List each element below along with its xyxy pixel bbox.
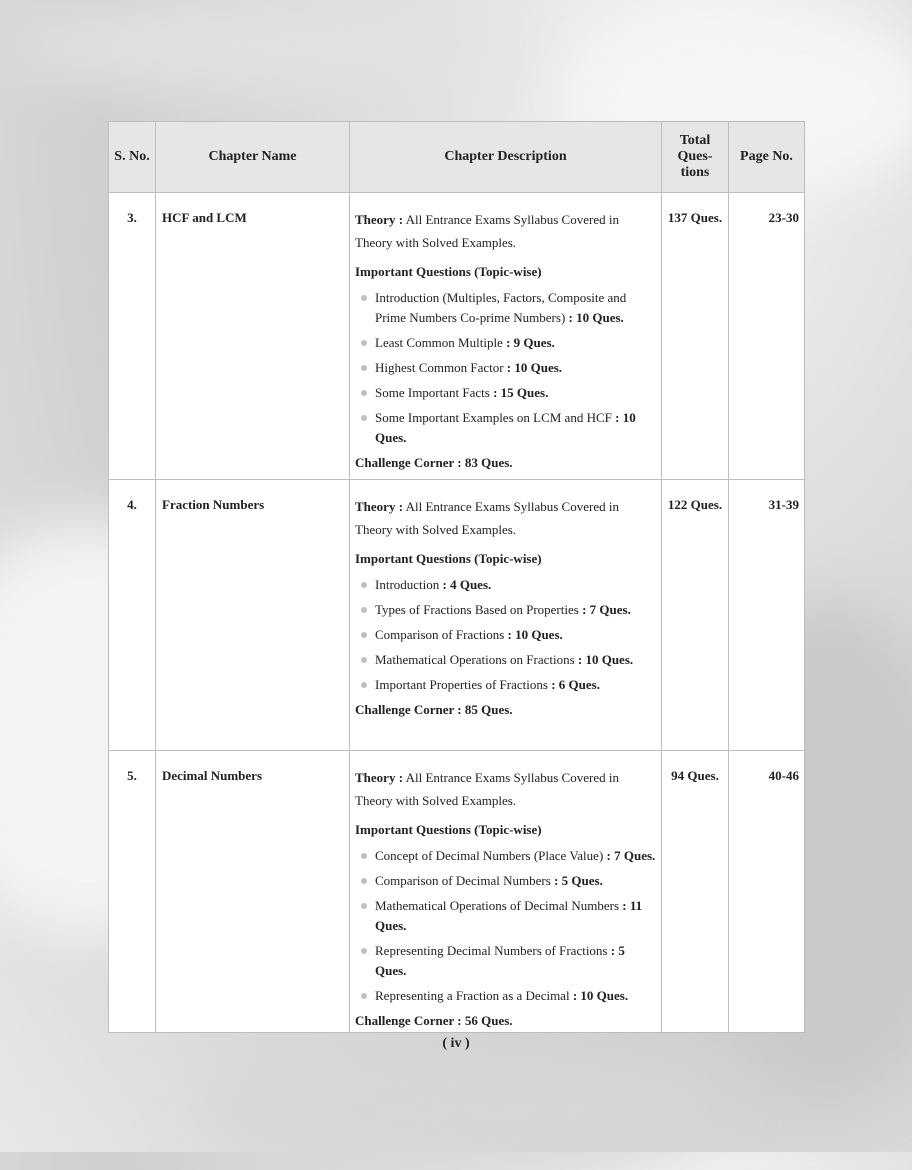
topic-item xyxy=(355,986,657,1006)
topic-count: : 10 Ques. xyxy=(577,652,634,667)
table-header-row xyxy=(109,122,805,193)
topic-text: Types of Fractions Based on Properties xyxy=(375,602,579,617)
topic-text: Comparison of Decimal Numbers xyxy=(375,873,551,888)
table-row xyxy=(109,480,805,751)
header-page-no: Page No. xyxy=(729,122,805,193)
theory-text: All Entrance Exams Syllabus Covered in Theory with Solved Examples. xyxy=(355,212,619,250)
header-sno: S. No. xyxy=(109,122,156,193)
table-row xyxy=(109,751,805,1033)
bullet-icon xyxy=(361,365,367,371)
background-shade xyxy=(200,1050,720,1170)
chapter-description xyxy=(350,751,662,1033)
topic-count: : 10 Ques. xyxy=(568,310,624,325)
chapter-name: Fraction Numbers xyxy=(156,480,350,751)
topic-count: : 7 Ques. xyxy=(606,848,656,863)
topic-item xyxy=(355,333,657,353)
page-range: 40-46 xyxy=(729,751,805,1033)
topic-count: : 4 Ques. xyxy=(442,577,492,592)
bullet-icon xyxy=(361,682,367,688)
bullet-icon xyxy=(361,390,367,396)
challenge-corner: Challenge Corner : 85 Ques. xyxy=(355,702,513,717)
header-total-questions: Total Ques-tions xyxy=(662,122,729,193)
page-number: ( iv ) xyxy=(442,1036,470,1051)
topic-text: Some Important Examples on LCM and HCF xyxy=(375,410,612,425)
topic-count: : 10 Ques. xyxy=(572,988,629,1003)
bullet-icon xyxy=(361,878,367,884)
topic-list xyxy=(355,846,657,1006)
challenge-corner: Challenge Corner : 56 Ques. xyxy=(355,1013,513,1028)
topic-item xyxy=(355,288,657,328)
topic-text: Mathematical Operations of Decimal Numbers xyxy=(375,898,620,913)
topic-count: : 15 Ques. xyxy=(493,385,549,400)
total-questions: 94 Ques. xyxy=(662,751,729,1033)
topic-item xyxy=(355,383,657,403)
topic-count: : 5 Ques. xyxy=(375,943,625,978)
topic-count: : 6 Ques. xyxy=(551,677,600,692)
topic-item xyxy=(355,941,657,981)
important-questions-label: Important Questions (Topic-wise) xyxy=(355,822,542,837)
background-shade xyxy=(0,0,500,90)
theory-line xyxy=(355,208,657,254)
topic-item xyxy=(355,575,657,595)
theory-label: Theory : xyxy=(355,499,404,514)
chapter-description xyxy=(350,193,662,480)
topic-list xyxy=(355,288,657,448)
theory-label: Theory : xyxy=(355,212,404,227)
bullet-icon xyxy=(361,657,367,663)
theory-text: All Entrance Exams Syllabus Covered in Theory with Solved Examples. xyxy=(355,770,619,808)
topic-item xyxy=(355,896,657,936)
topic-count: : 5 Ques. xyxy=(554,873,603,888)
chapter-name: Decimal Numbers xyxy=(156,751,350,1033)
serial-number: 3. xyxy=(109,193,156,480)
topic-count: : 9 Ques. xyxy=(506,335,555,350)
header-chapter-description: Chapter Description xyxy=(350,122,662,193)
topic-text: Highest Common Factor xyxy=(375,360,504,375)
topic-text: Least Common Multiple xyxy=(375,335,503,350)
topic-text: Some Important Facts xyxy=(375,385,490,400)
table-row xyxy=(109,193,805,480)
topic-count: : 10 Ques. xyxy=(506,360,563,375)
theory-text: All Entrance Exams Syllabus Covered in Theory with Solved Examples. xyxy=(355,499,619,537)
topic-count: : 10 Ques. xyxy=(507,627,563,642)
topic-text: Introduction xyxy=(375,577,440,592)
header-chapter-name: Chapter Name xyxy=(156,122,350,193)
topic-text: Important Properties of Fractions xyxy=(375,677,548,692)
contents-table xyxy=(108,121,805,1033)
chapter-description xyxy=(350,480,662,751)
topic-count: : 11 Ques. xyxy=(375,898,643,933)
topic-text: Representing a Fraction as a Decimal xyxy=(375,988,570,1003)
bullet-icon xyxy=(361,415,367,421)
topic-list xyxy=(355,575,657,695)
bullet-icon xyxy=(361,582,367,588)
topic-item xyxy=(355,600,657,620)
topic-item xyxy=(355,675,657,695)
bullet-icon xyxy=(361,632,367,638)
serial-number: 5. xyxy=(109,751,156,1033)
bullet-icon xyxy=(361,903,367,909)
page-range: 23-30 xyxy=(729,193,805,480)
topic-count: : 7 Ques. xyxy=(582,602,631,617)
topic-text: Representing Decimal Numbers of Fractions xyxy=(375,943,608,958)
topic-item xyxy=(355,846,657,866)
important-questions-label: Important Questions (Topic-wise) xyxy=(355,551,542,566)
theory-line xyxy=(355,766,657,812)
page-range: 31-39 xyxy=(729,480,805,751)
chapter-name: HCF and LCM xyxy=(156,193,350,480)
topic-text: Concept of Decimal Numbers (Place Value) xyxy=(375,848,604,863)
bullet-icon xyxy=(361,948,367,954)
topic-item xyxy=(355,650,657,670)
serial-number: 4. xyxy=(109,480,156,751)
topic-text: Introduction (Multiples, Factors, Composite and Prime Numbers Co-prime Numbers) xyxy=(375,290,627,325)
total-questions: 122 Ques. xyxy=(662,480,729,751)
bullet-icon xyxy=(361,607,367,613)
total-questions: 137 Ques. xyxy=(662,193,729,480)
bullet-icon xyxy=(361,295,367,301)
theory-line xyxy=(355,495,657,541)
important-questions-label: Important Questions (Topic-wise) xyxy=(355,264,542,279)
topic-item xyxy=(355,871,657,891)
challenge-corner: Challenge Corner : 83 Ques. xyxy=(355,455,513,470)
bullet-icon xyxy=(361,340,367,346)
bullet-icon xyxy=(361,853,367,859)
theory-label: Theory : xyxy=(355,770,404,785)
topic-item xyxy=(355,625,657,645)
topic-item xyxy=(355,358,657,378)
topic-text: Comparison of Fractions xyxy=(375,627,505,642)
bullet-icon xyxy=(361,993,367,999)
topic-text: Mathematical Operations on Fractions xyxy=(375,652,575,667)
topic-item xyxy=(355,408,657,448)
topic-count: : 10 Ques. xyxy=(375,410,636,445)
